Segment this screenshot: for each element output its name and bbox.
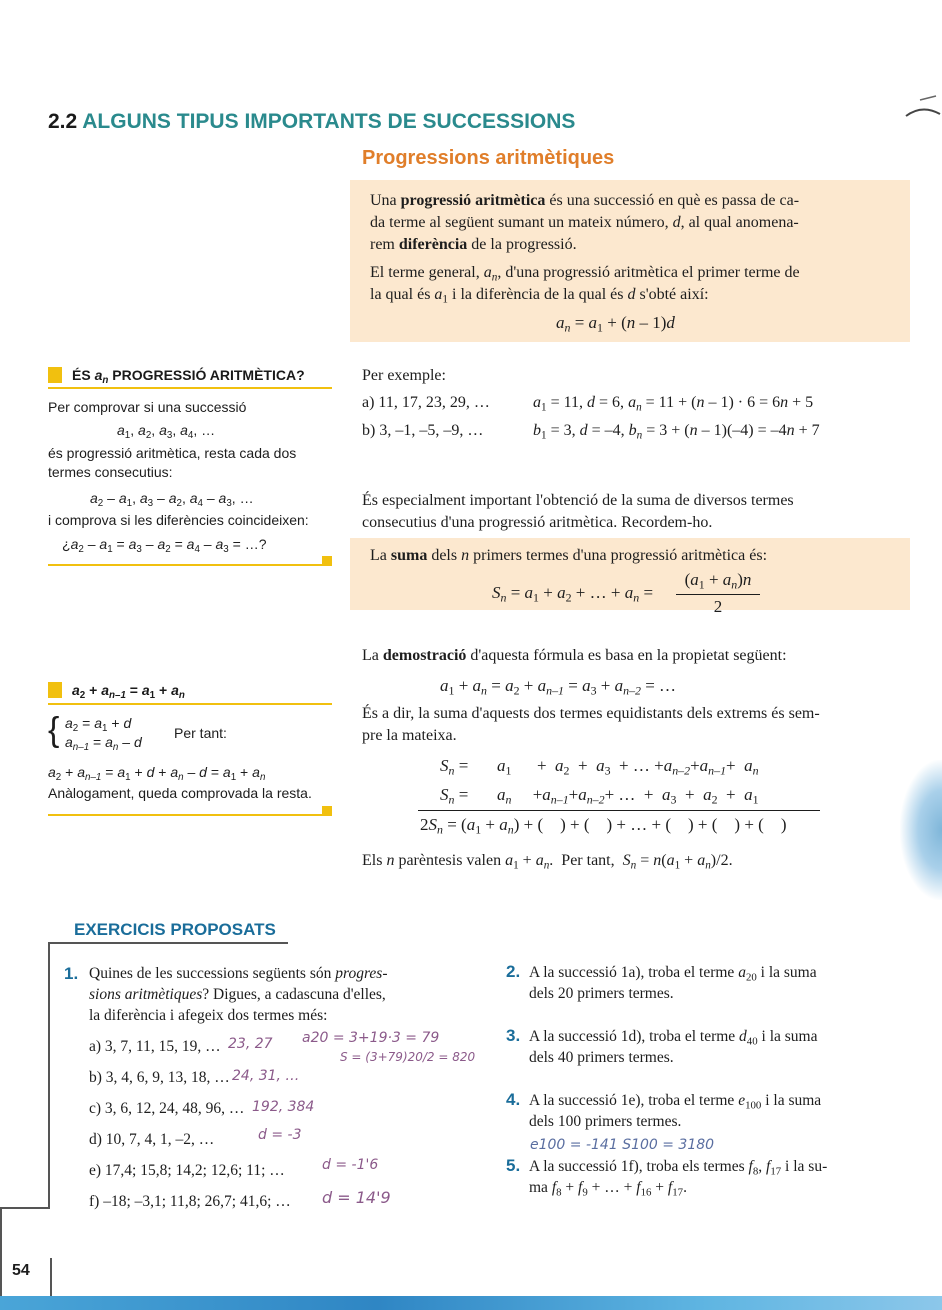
sidebar-text: Per tant:	[174, 725, 227, 741]
frame-line	[48, 942, 288, 944]
frame-line	[48, 942, 50, 1207]
divider	[48, 814, 332, 816]
bottom-stripe	[0, 1296, 942, 1310]
exercise-item: e) 17,4; 15,8; 14,2; 12,6; 11; …	[89, 1162, 285, 1179]
exercise-item: a) 3, 7, 11, 15, 19, …	[89, 1038, 221, 1055]
sidebar-text: i comprova si les diferències coincideixen:	[48, 512, 309, 528]
divider	[48, 387, 332, 389]
sidebar-text: termes consecutius:	[48, 464, 173, 480]
sidebar-heading-text: $a_2 + a_{n-1} = a_1 + a_n$	[72, 682, 185, 701]
exercise-number: 3.	[506, 1026, 521, 1045]
sum-formula-left: $S_n = a_1 + a_2$ + … + $a_n$ =	[492, 583, 654, 605]
sum-intro: És especialment important l'obtenció de la suma de diversos termes consecutius d'una progressió aritmètica. Recordem-ho.	[362, 492, 794, 531]
exercise-item: d) 10, 7, 4, 1, –2, …	[89, 1131, 215, 1148]
exercise-item: c) 3, 6, 12, 24, 48, 96, …	[89, 1100, 245, 1117]
general-term-formula: $a_n = a_1 + (n - 1)d$	[556, 313, 675, 335]
frame-line	[50, 1258, 52, 1298]
frame-line	[0, 1207, 2, 1297]
exercise-item: f) –18; –3,1; 11,8; 26,7; 41,6; …	[89, 1193, 291, 1210]
example-formula: $a_1 = 11$, d = 6, $a_n = 11 + (n - 1) \cdot 6 = 6n + 5$	[533, 394, 814, 414]
demo-property: $a_1 + a_n = a_2 + a_{n-1} = a_3 + a_{n-2}$ = …	[440, 676, 677, 698]
exercise-text: Quines de les successions següents són progres- sions aritmètiques? Digues, a cadascuna d'elles, la diferència i afegeix dos termes més:	[89, 965, 388, 1024]
divider	[48, 564, 332, 566]
exercise-number: 2.	[506, 962, 521, 981]
definition-paragraph: Una progressió aritmètica és una successió en què es passa de ca- da terme al següent sumant un mateix número, d, al qual anomena- rem diferència de la progressió.	[370, 192, 800, 253]
sidebar-formula: $a_{n-1} = a_n - d$	[65, 734, 142, 753]
handwritten-note: 192, 384	[252, 1099, 315, 1115]
margin-decoration	[900, 760, 942, 900]
fraction-bar	[676, 594, 760, 595]
sum-denominator: 2	[713, 597, 723, 616]
handwritten-note: e100 = -141 S100 = 3180	[530, 1137, 715, 1153]
handwritten-note: d = -1'6	[322, 1157, 379, 1173]
exercise-text: A la successió 1e), troba el terme $e_{100}$ i la suma dels 100 primers termes.	[529, 1092, 822, 1130]
handwritten-note: a20 = 3+19·3 = 79	[302, 1030, 440, 1046]
examples-intro: Per exemple:	[362, 367, 446, 384]
section-title: ALGUNS TIPUS IMPORTANTS DE SUCCESSIONS	[82, 110, 576, 133]
brace: {	[48, 711, 60, 749]
sidebar-text: Anàlogament, queda comprovada la resta.	[48, 785, 312, 801]
demo-row-total: $2S_n = (a_1 + a_n)$ + ( ) + ( ) + … + ( ) + ( ) + ( )	[420, 815, 787, 837]
sidebar-formula: ¿$a_2 - a_1 = a_3 - a_2 = a_4 - a_3$ = …?	[62, 536, 267, 555]
sidebar-text: és progressió aritmètica, resta cada dos	[48, 445, 297, 461]
exercises-heading: EXERCICIS PROPOSATS	[74, 920, 276, 939]
exercise-text: A la successió 1d), troba el terme $d_{40}$ i la suma dels 40 primers termes.	[529, 1028, 818, 1066]
handwritten-note: d = -3	[258, 1127, 302, 1143]
sidebar-text: Per comprovar si una successió	[48, 399, 247, 415]
divider	[48, 703, 332, 705]
frame-line	[0, 1207, 50, 1209]
exercise-text: A la successió 1a), troba el terme $a_{20}$ i la suma dels 20 primers termes.	[529, 964, 817, 1002]
exercise-number: 5.	[506, 1156, 521, 1175]
sidebar-formula: $a_2 - a_1$, $a_3 - a_2$, $a_4 - a_3$, …	[90, 490, 254, 509]
sidebar-formula: $a_2 = a_1 + d$	[65, 715, 132, 734]
example-formula: $b_1 = 3$, d = –4, $b_n = 3 + (n - 1)(-4) = -4n + 7$	[533, 422, 820, 442]
corner-sketch-icon	[902, 86, 942, 126]
sidebar-formula: $a_2 + a_{n-1} = a_1 + d + a_n - d = a_1 + a_n$	[48, 764, 266, 783]
corner-marker	[322, 806, 332, 816]
handwritten-note: d = 14'9	[322, 1188, 391, 1207]
sum-text: La suma dels n primers termes d'una progressió aritmètica és:	[370, 547, 768, 564]
sidebar-heading	[48, 682, 185, 701]
section-heading	[48, 110, 575, 134]
handwritten-note: 24, 31, …	[232, 1068, 300, 1084]
sidebar-formula: $a_1$, $a_2$, $a_3$, $a_4$, …	[117, 422, 216, 441]
sum-line	[418, 810, 820, 811]
demo-row-terms: $a_1$ + $a_2 + a_3$ + … $+a_{n-2}+a_{n-1}+ a_n$	[497, 756, 759, 778]
demo-row-label: $S_n$ =	[440, 756, 469, 778]
exercise-item: b) 3, 4, 6, 9, 13, 18, …	[89, 1069, 230, 1086]
subsection-title: Progressions aritmètiques	[362, 147, 615, 169]
exercise-number: 1.	[64, 964, 79, 983]
sidebar-heading-text: ÉS $a_n$ PROGRESSIÓ ARITMÈTICA?	[72, 367, 305, 386]
handwritten-note: S = (3+79)20/2 = 820	[340, 1050, 476, 1064]
exercise-text: A la successió 1f), troba els termes $f_8$, $f_{17}$ i la su- ma $f_8 + f_9$ + … + $f_{16} + f_{17}$.	[529, 1158, 828, 1199]
example-sequence: a) 11, 17, 23, 29, …	[362, 394, 490, 411]
exercise-number: 4.	[506, 1090, 521, 1109]
demo-conclusion: Els n parèntesis valen $a_1 + a_n$. Per tant, $S_n = n(a_1 + a_n)/2$.	[362, 852, 733, 872]
section-number: 2.2	[48, 110, 78, 133]
sum-numerator: $(a_1 + a_n)n$	[684, 570, 752, 592]
general-term-paragraph: El terme general, $a_n$, d'una progressió aritmètica el primer terme de la qual és $a_1$ i la diferència de la qual és d s'obté així:	[370, 264, 800, 306]
demo-row-label: $S_n$ =	[440, 785, 469, 807]
corner-marker	[322, 556, 332, 566]
demo-intro: La demostració d'aquesta fórmula es basa en la propietat següent:	[362, 647, 787, 664]
heading-marker	[48, 367, 62, 383]
heading-marker	[48, 682, 62, 698]
demo-explanation: És a dir, la suma d'aquests dos termes equidistants dels extrems és sem- pre la mateixa.	[362, 705, 820, 744]
sidebar-heading	[48, 367, 305, 386]
handwritten-note: 23, 27	[228, 1036, 273, 1052]
page-number: 54	[12, 1262, 30, 1279]
example-sequence: b) 3, –1, –5, –9, …	[362, 422, 484, 439]
demo-row-terms: $a_n$ $+a_{n-1}+a_{n-2}+$ … + $a_3 + a_2 + a_1$	[497, 785, 759, 807]
